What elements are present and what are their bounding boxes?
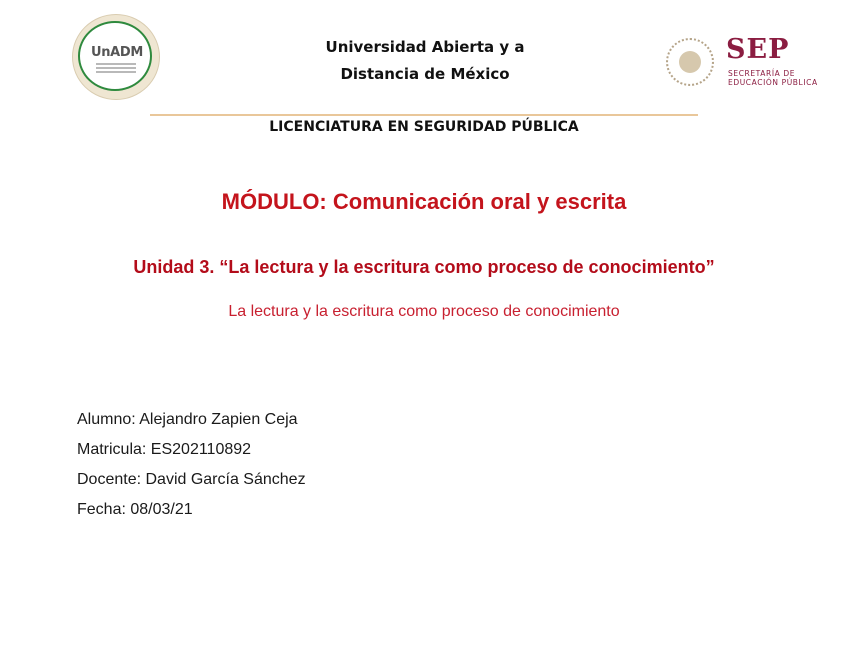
teacher-name: Docente: David García Sánchez bbox=[77, 471, 306, 488]
activity-subtitle: La lectura y la escritura como proceso de conocimiento bbox=[228, 303, 620, 320]
header-divider bbox=[150, 114, 698, 116]
sep-logo-word: SEP bbox=[726, 34, 790, 65]
student-id: Matricula: ES202110892 bbox=[77, 441, 252, 458]
sep-logo bbox=[666, 36, 836, 88]
unit-title: Unidad 3. “La lectura y la escritura como proceso de conocimiento” bbox=[133, 257, 715, 277]
module-title: MÓDULO: Comunicación oral y escrita bbox=[221, 189, 627, 214]
sep-sub-line2: EDUCACIÓN PÚBLICA bbox=[728, 78, 818, 87]
university-name-line1: Universidad Abierta y a bbox=[325, 38, 525, 56]
student-info bbox=[77, 405, 306, 525]
university-name-line2: Distancia de México bbox=[340, 65, 510, 83]
sep-logo-subtitle bbox=[728, 69, 838, 87]
student-name: Alumno: Alejandro Zapien Ceja bbox=[77, 411, 298, 428]
unadm-logo-icon bbox=[72, 14, 160, 100]
unadm-logo-text: UnADM bbox=[90, 45, 144, 60]
mexico-seal-icon bbox=[666, 38, 714, 86]
program-title: LICENCIATURA EN SEGURIDAD PÚBLICA bbox=[269, 119, 579, 135]
university-header bbox=[300, 34, 550, 88]
sep-sub-line1: SECRETARÍA DE bbox=[728, 69, 796, 78]
date: Fecha: 08/03/21 bbox=[77, 501, 193, 518]
unadm-logo-lines bbox=[96, 63, 136, 75]
